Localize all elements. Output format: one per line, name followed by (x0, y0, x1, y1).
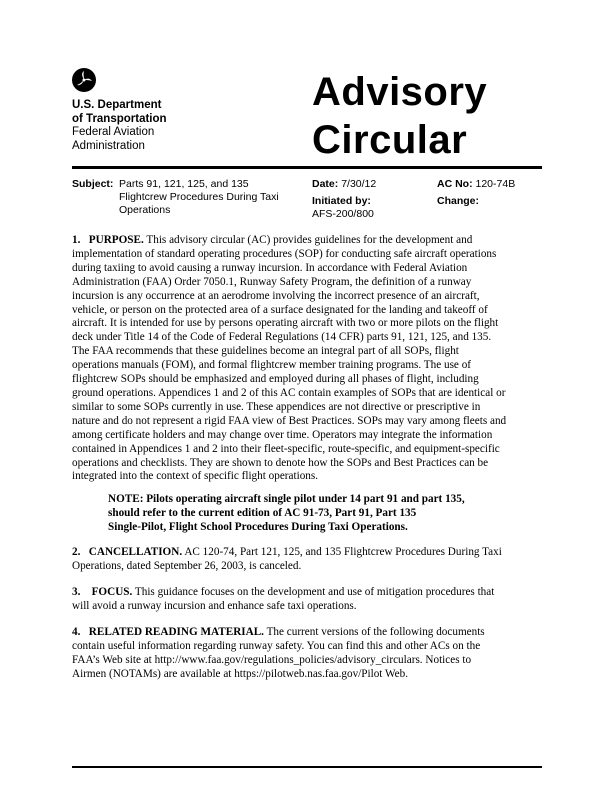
text-line: incursion is any occurrence at an aerodrome involving the incorrect presence of an aircraft, (72, 289, 480, 302)
agency-line: Administration (72, 139, 145, 152)
subject-value: Parts 91, 121, 125, and 135 Flightcrew Procedures During Taxi Operations (119, 178, 279, 216)
note-block: NOTE: Pilots operating aircraft single pilot under 14 part 91 and part 135, should refer to the current edition of AC 91-73, Part 91, Part 135 Single-Pilot, Flight School Procedures During Taxi Operations. (108, 493, 465, 533)
text-line: nature and do not represent a rigid FAA view of Best Practices. SOPs may vary among fleets and (72, 414, 507, 427)
agency-line: of Transportation (72, 112, 167, 125)
section-heading: 3. FOCUS. (72, 586, 133, 598)
text-line: vehicle, or person on the protected area of a surface designated for the landing and takeoff of (72, 303, 488, 316)
text-line: 2. CANCELLATION. AC 120-74, Part 121, 125, and 135 Flightcrew Procedures During Taxi (72, 546, 502, 558)
text-line: aircraft. It is intended for use by persons operating aircraft with two or more pilots on the flight (72, 317, 499, 330)
agency-block (72, 99, 167, 153)
text-line: implementation of standard operating procedures (SOP) for conducting safe aircraft operations (72, 247, 497, 260)
text-line: similar to some SOPs currently in use. These appendices are not directive or prescriptive in (72, 400, 481, 413)
date-field: Date: 7/30/12 (312, 178, 377, 190)
title-line: Advisory (312, 70, 488, 114)
dot-logo-icon (72, 68, 96, 92)
text-line: 1. PURPOSE. This advisory circular (AC) provides guidelines for the development and (72, 234, 473, 246)
text-line: Operations, dated September 26, 2003, is canceled. (72, 559, 302, 572)
text-line: Airmen (NOTAMs) are available at https://pilotweb.nas.faa.gov/Pilot Web. (72, 667, 409, 680)
title-line: Circular (312, 118, 468, 162)
text-line: among certificate holders and may change over time. Operators may integrate the information (72, 428, 493, 441)
document-title (312, 68, 487, 164)
ac-number-field: AC No: 120-74B (437, 178, 516, 190)
text-line: 4. RELATED READING MATERIAL. The current versions of the following documents (72, 626, 485, 638)
section-cancellation (72, 546, 502, 574)
section-focus (72, 586, 494, 614)
text-line: contain useful information regarding runway safety. You can find this and other ACs on the (72, 639, 481, 652)
agency-line: Federal Aviation (72, 126, 155, 138)
header-divider (72, 166, 542, 169)
text-line: The FAA recommends that these guidelines become an integral part of all SOPs, flight (72, 345, 459, 358)
text-line: will avoid a runway incursion and enhance safe taxi operations. (72, 599, 357, 612)
text-line: flightcrew SOPs should be emphasized and employed during all phases of flight, including (72, 373, 479, 386)
section-heading: 4. RELATED READING MATERIAL. (72, 626, 264, 638)
initiated-by-field: Initiated by: AFS-200/800 (312, 195, 374, 220)
text-line: during taxiing to avoid causing a runway incursion. In accordance with Federal Aviation (72, 261, 468, 274)
text-line: contained in Appendices 1 and 2 into their fleet-specific, route-specific, and equipment-specific (72, 442, 500, 455)
text-line: 3. FOCUS. This guidance focuses on the development and use of mitigation procedures that (72, 586, 495, 598)
text-line: operations manuals (FOM), and formal flightcrew member training programs. The use of (72, 359, 472, 372)
text-line: Administration (FAA) Order 7050.1, Runway Safety Program, the definition of a runway (72, 275, 472, 288)
section-heading: 1. PURPOSE. (72, 234, 144, 246)
section-related-reading (72, 626, 485, 682)
text-line: FAA’s Web site at http://www.faa.gov/regulations_policies/advisory_circulars. Notices to (72, 653, 472, 666)
change-field: Change: (437, 195, 479, 207)
footer-divider (72, 766, 542, 768)
agency-line: U.S. Department (72, 99, 162, 111)
text-line: operations and checklists. They are shown to denote how the SOPs and Best Practices can be (72, 456, 489, 469)
section-purpose (72, 234, 506, 484)
subject-label: Subject: (72, 178, 114, 190)
text-line: deck under Title 14 of the Code of Federal Regulations (14 CFR) parts 91, 121, 125, and 135. (72, 331, 492, 344)
text-line: ground operations. Appendices 1 and 2 of this AC contain examples of SOPs that are identical or (72, 386, 506, 399)
section-heading: 2. CANCELLATION. (72, 546, 183, 558)
text-line: integrated into the context of specific flight operations. (72, 470, 319, 483)
